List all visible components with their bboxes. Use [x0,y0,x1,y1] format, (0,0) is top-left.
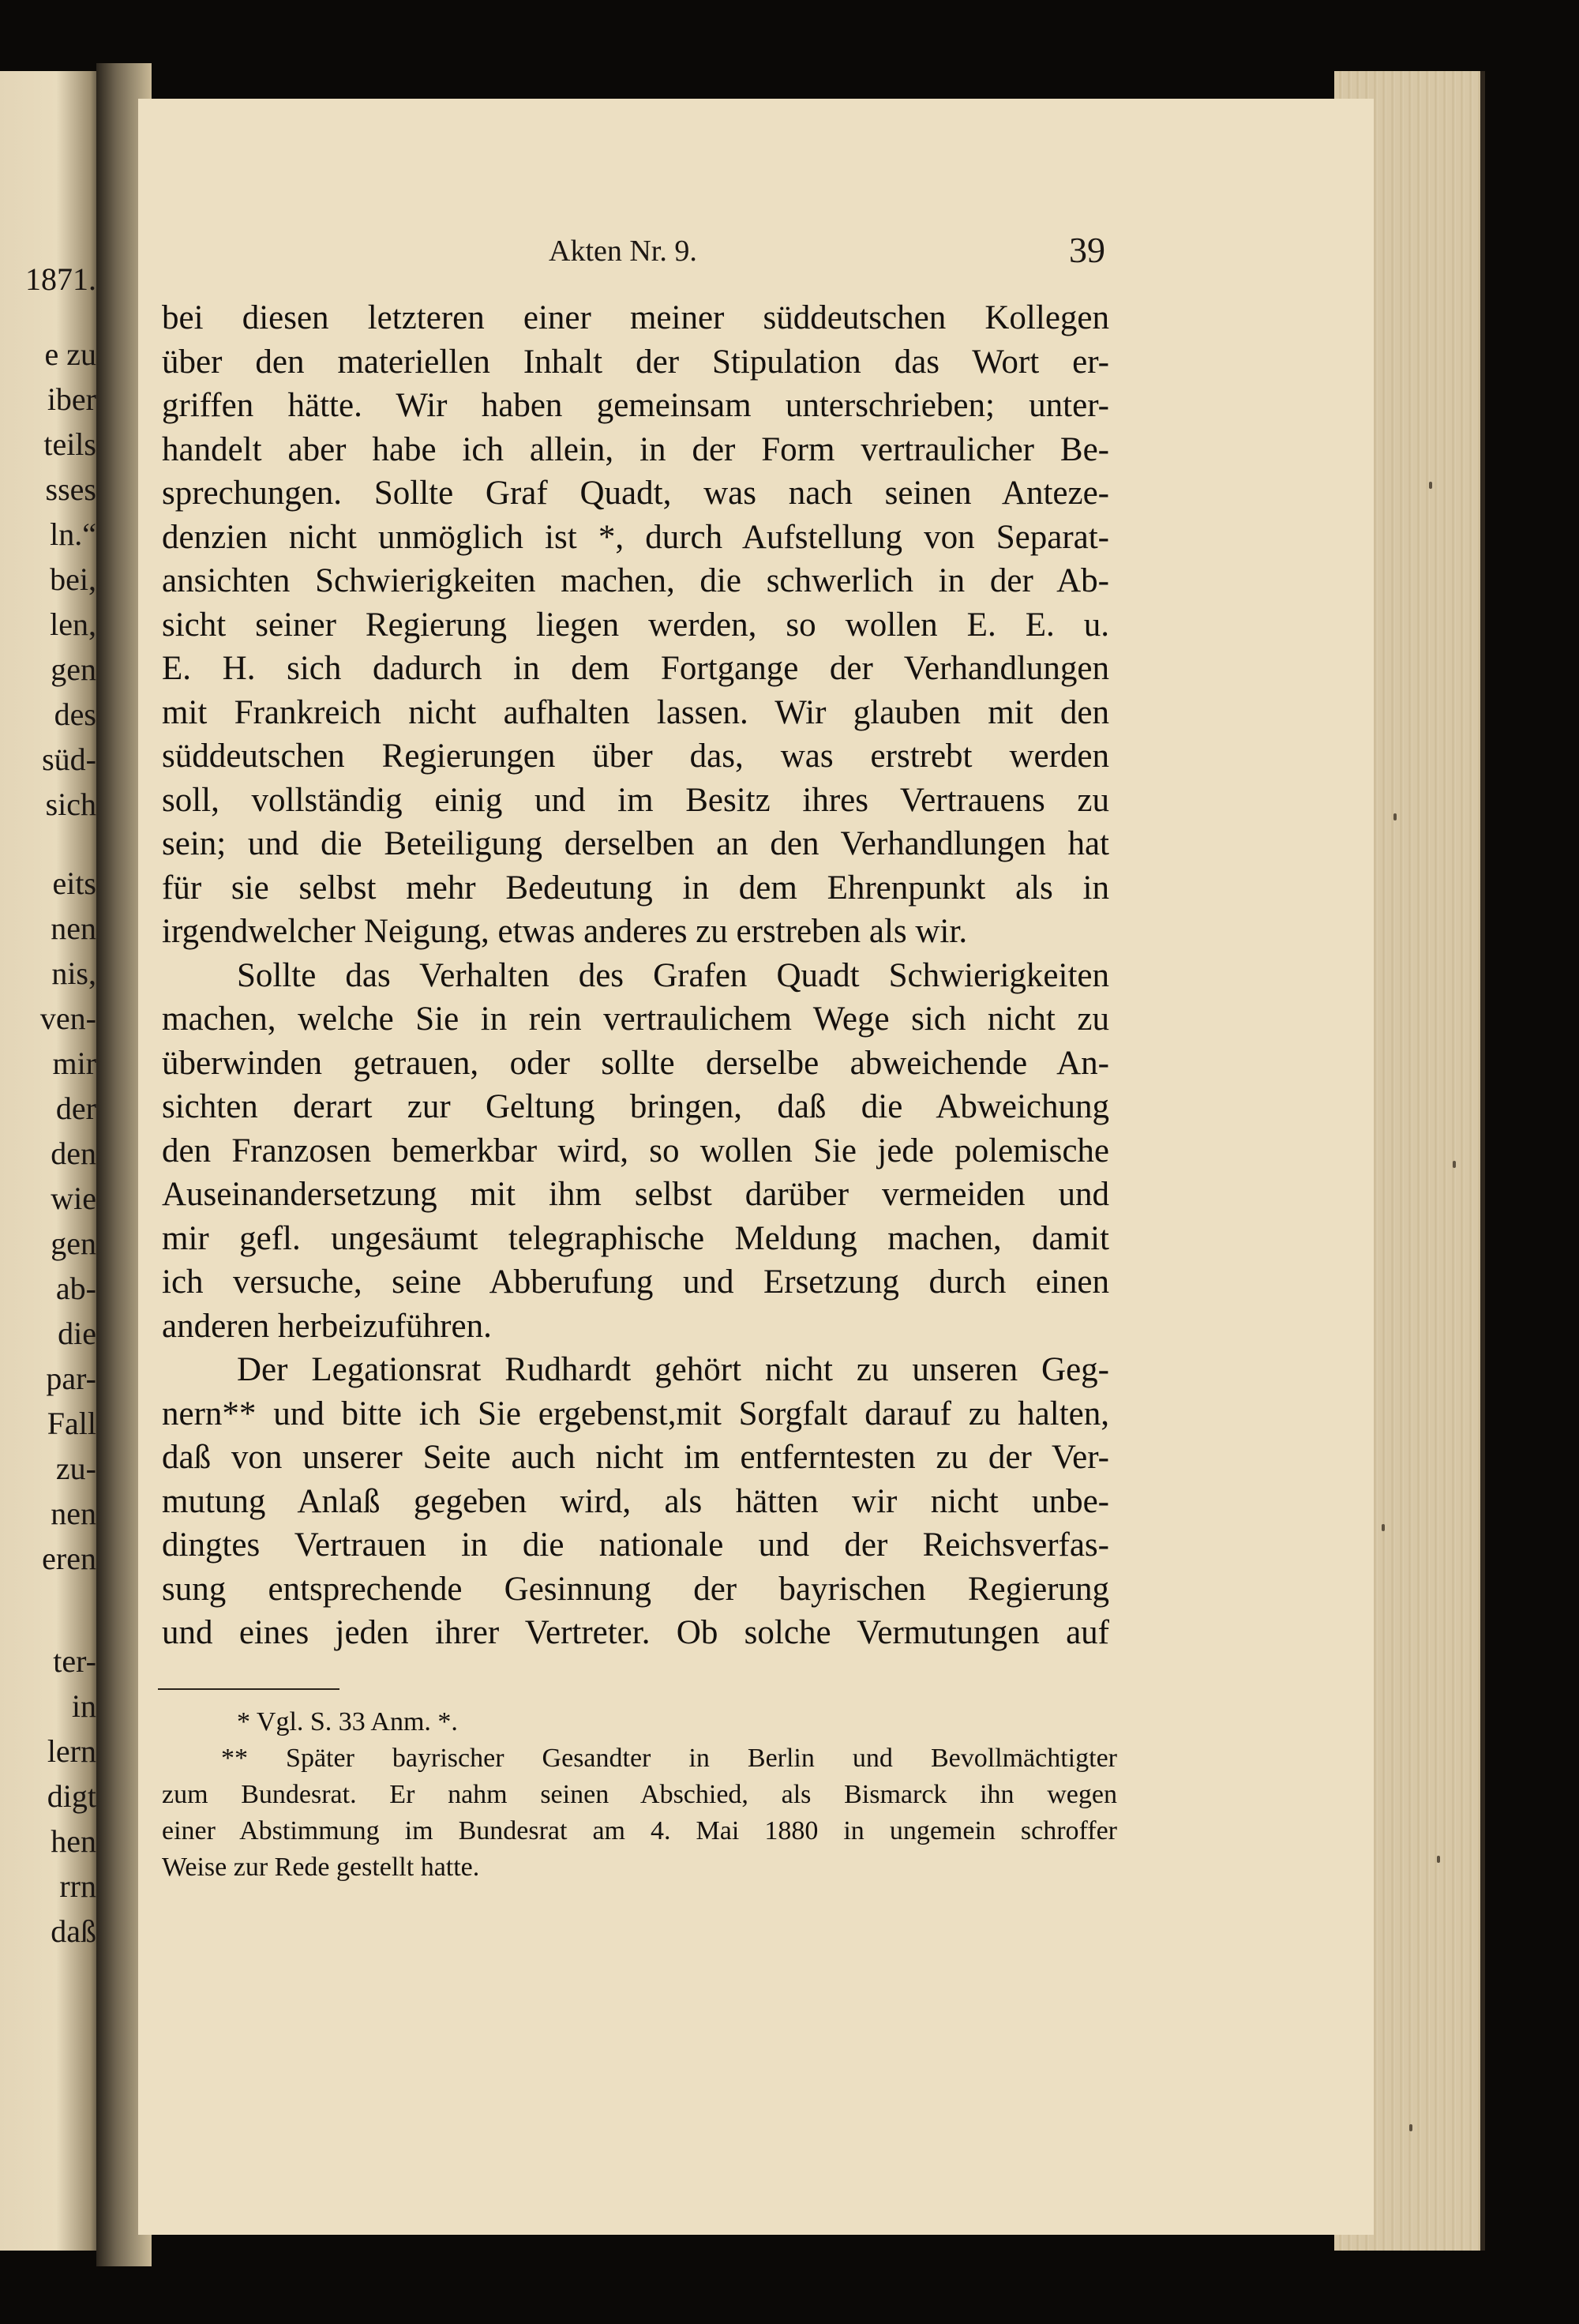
body-line: mir gefl. ungesäumt telegraphische Meldung machen, damit [162,1219,1109,1257]
edge-speck [1393,813,1397,820]
left-page-line: eren [42,1541,96,1576]
left-page-line: des [54,696,96,732]
body-line: irgendwelcher Neigung, etwas anderes zu erstreben als wir. [162,913,968,950]
footnote-line: ** Später bayrischer Gesandter in Berlin und Bevollmächtigter [221,1744,1117,1773]
body-line: bei diesen letzteren einer meiner süddeutschen Kollegen [162,299,1109,336]
body-line: ansichten Schwierigkeiten machen, die schwerlich in der Ab- [162,562,1109,599]
body-line: anderen herbeizuführen. [162,1307,492,1345]
left-page-line: teils [43,426,96,462]
page-header [154,229,1105,276]
left-page-line: mir [52,1046,96,1081]
left-page-line: gen [51,1226,96,1261]
left-page-line: hen [51,1823,96,1859]
left-page-line: daß [51,1913,96,1949]
left-page-fragment [0,71,103,2251]
left-page-line: süd- [42,742,96,777]
left-page-line: wie [51,1181,96,1216]
footnote-line: einer Abstimmung im Bundesrat am 4. Mai 1880 in ungemein schroffer [162,1816,1117,1845]
left-page-line: lern [47,1733,96,1769]
body-line: und eines jeden ihrer Vertreter. Ob solche Vermutungen auf [162,1614,1109,1651]
left-page-line: sses [45,471,96,507]
body-line: über den materiellen Inhalt der Stipulation das Wort er- [162,343,1109,381]
left-page-line: bei, [50,561,96,597]
body-line: überwinden getrauen, oder sollte derselbe abweichende An- [162,1044,1109,1082]
left-page-line: zu- [55,1451,96,1486]
body-line: machen, welche Sie in rein vertraulichem Wege sich nicht zu [162,1001,1109,1038]
left-page-line: der [55,1091,96,1126]
body-line: mutung Anlaß gegeben wird, als hätten wir nicht unbe- [162,1482,1109,1520]
left-page-line: len, [50,606,96,642]
body-line: mit Frankreich nicht aufhalten lassen. Wir glauben mit den [162,693,1109,731]
body-line: sein; und die Beteiligung derselben an den Verhandlungen hat [162,825,1109,862]
left-page-line: par- [46,1361,96,1396]
body-line: Der Legationsrat Rudhardt gehört nicht zu unseren Geg- [237,1351,1109,1388]
footnote-line: zum Bundesrat. Er nahm seinen Abschied, als Bismarck ihn wegen [162,1780,1117,1809]
left-page-line: 1871. [25,261,96,297]
left-page-line: in [71,1688,96,1724]
body-line: handelt aber habe ich allein, in der Form vertraulicher Be- [162,430,1109,468]
body-line: dingtes Vertrauen in die nationale und der Reichsverfas- [162,1526,1109,1564]
body-line: soll, vollständig einig und im Besitz ihres Vertrauens zu [162,781,1109,819]
left-page-line: die [58,1316,96,1351]
body-line: nern** und bitte ich Sie ergebenst,mit Sorgfalt darauf zu halten, [162,1395,1109,1432]
body-line: denzien nicht unmöglich ist *, durch Aufstellung von Separat- [162,518,1109,556]
left-page-line: nen [51,910,96,946]
body-line: Auseinandersetzung mit ihm selbst darüber vermeiden und [162,1176,1109,1213]
body-line: für sie selbst mehr Bedeutung in dem Ehrenpunkt als in [162,869,1109,907]
edge-speck [1437,1856,1440,1863]
left-page-line: nen [51,1496,96,1531]
footnote-rule [158,1688,339,1690]
left-page-line: gen [51,651,96,687]
left-page-line: nis, [51,956,96,991]
body-line: daß von unserer Seite auch nicht im entferntesten zu der Ver- [162,1439,1109,1476]
left-page-line: iber [47,381,96,417]
left-page-line: sich [45,787,96,822]
left-page-line: digt [47,1778,96,1814]
left-page-line: ab- [55,1271,96,1306]
left-page-line: eits [52,865,96,901]
footnote-line: * Vgl. S. 33 Anm. *. [237,1707,458,1736]
edge-speck [1429,482,1432,489]
body-line: Sollte das Verhalten des Grafen Quadt Schwierigkeiten [237,956,1109,994]
left-page-line: Fall [47,1406,96,1441]
body-line: sichten derart zur Geltung bringen, daß die Abweichung [162,1088,1109,1125]
page-number: 39 [1069,230,1105,270]
edge-speck [1453,1161,1456,1168]
edge-speck [1409,2124,1412,2131]
footnote-line: Weise zur Rede gestellt hatte. [162,1853,480,1882]
left-page-line: e zu [44,336,96,372]
body-text [162,296,1109,1655]
body-line: E. H. sich dadurch in dem Fortgange der Verhandlungen [162,650,1109,687]
footnotes [162,1704,1117,1886]
left-page-line: ter- [53,1643,96,1679]
body-line: sprechungen. Sollte Graf Quadt, was nach seinen Anteze- [162,475,1109,512]
body-line: den Franzosen bemerkbar wird, so wollen Sie jede polemische [162,1132,1109,1170]
body-line: ich versuche, seine Abberufung und Ersetzung durch einen [162,1263,1109,1301]
body-line: süddeutschen Regierungen über das, was erstrebt werden [162,738,1109,775]
body-line: griffen hätte. Wir haben gemeinsam unterschrieben; unter- [162,387,1109,424]
body-line: sung entsprechende Gesinnung der bayrischen Regierung [162,1570,1109,1608]
left-page-line: den [51,1136,96,1171]
left-page-line: rrn [59,1868,96,1904]
left-page-line: ln.“ [50,516,96,552]
left-page-line: ven- [39,1001,96,1036]
body-line: sicht seiner Regierung liegen werden, so wollen E. E. u. [162,606,1109,644]
edge-speck [1382,1524,1385,1531]
running-head: Akten Nr. 9. [549,235,697,268]
